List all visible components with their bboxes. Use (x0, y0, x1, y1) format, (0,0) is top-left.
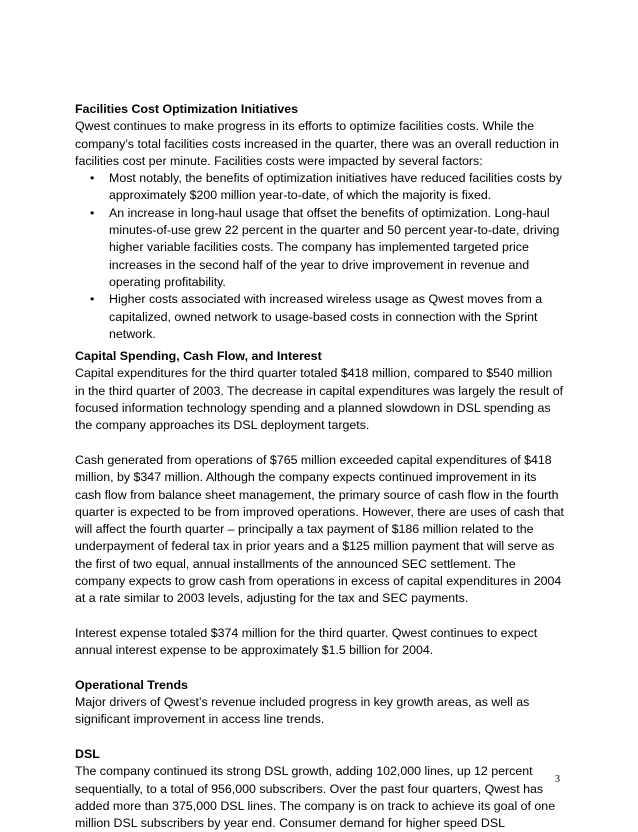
list-item (75, 291, 565, 343)
capital-paragraph-3: Interest expense totaled $374 million for the third quarter. Qwest continues to expect annual interest expense to be approximately $1.5 billion for 2004. (75, 625, 538, 658)
capital-paragraph-2: Cash generated from operations of $765 million exceeded capital expenditures of $418 million, by $347 million. Although the company expects continued improvement in its cash flow from balance sheet management, the primary source of cash flow in the fourth quarter is expected to be from improved operations. However, there are uses of cash that will affect the fourth quarter – principally a tax payment of $186 million related to the underpayment of federal tax in prior years and a $125 million payment that will serve as the first of two equal, annual installments of the announced SEC settlement. The company expects to grow cash from operations in excess of capital expenditures in 2004 at a rate similar to 2003 levels, adjusting for the tax and SEC payments. (75, 452, 565, 606)
facilities-intro: Qwest continues to make progress in its efforts to optimize facilities costs. While the company’s total facilities costs increased in the quarter, there was an overall reduction in facilities cost per minute. Facilities costs were impacted by several factors: (75, 119, 559, 168)
operational-paragraph: Major drivers of Qwest’s revenue included progress in key growth areas, as well as significant improvement in access line trends. (75, 695, 530, 727)
capital-paragraph-1: Capital expenditures for the third quarter totaled $418 million, compared to $540 million in the third quarter of 2003. The decrease in capital expenditures was largely the result of focused information technology spending and a planned slowdown in DSL spending as the company approaches its DSL deployment targets. (75, 366, 564, 433)
capital-heading: Capital Spending, Cash Flow, and Interest (75, 349, 322, 364)
operational-heading: Operational Trends (75, 677, 188, 692)
dsl-heading: DSL (75, 746, 100, 761)
bullet-icon: • (90, 292, 95, 307)
facilities-heading: Facilities Cost Optimization Initiatives (75, 102, 299, 116)
bullet-icon: • (90, 171, 95, 186)
list-item (75, 205, 565, 291)
bullet-text: Higher costs associated with increased wireless usage as Qwest moves from a capitalized, owned network to usage-based costs in connection with the Sprint network. (109, 292, 543, 341)
document-page (75, 101, 565, 832)
list-item (75, 170, 565, 205)
bullet-text: Most notably, the benefits of optimization initiatives have reduced facilities costs by approximately $200 million year-to-date, of which the majority is fixed. (109, 171, 562, 203)
page-number: 3 (555, 774, 560, 785)
bullet-text: An increase in long-haul usage that offset the benefits of optimization. Long-haul minutes-of-use grew 22 percent in the quarter and 50 percent year-to-date, driving higher variable facilities costs. The company has implemented targeted price increases in the second half of the year to drive improvement in revenue and operating profitability. (109, 205, 560, 289)
dsl-paragraph: The company continued its strong DSL growth, adding 102,000 lines, up 12 percent sequentially, to a total of 956,000 subscribers. Over the past four quarters, Qwest has added more than 375,000 DSL lines. The company is on track to achieve its goal of one million DSL subscribers by year end. Consumer demand for higher speed DSL (75, 764, 556, 831)
bullet-icon: • (90, 205, 95, 220)
facilities-bullet-list (75, 170, 565, 343)
